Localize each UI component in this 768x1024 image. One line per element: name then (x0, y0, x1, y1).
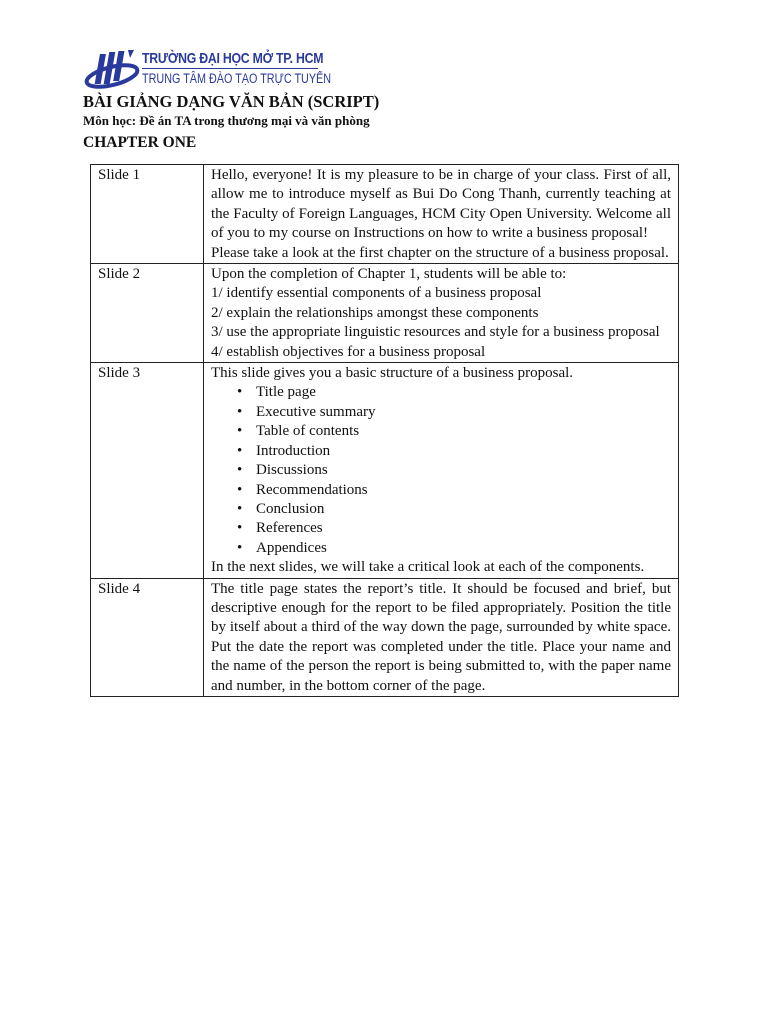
list-item (237, 500, 671, 519)
slide-label: Slide 2 (91, 264, 204, 363)
slide-paragraph: 3/ use the appropriate linguistic resources and style for a business proposal (211, 324, 660, 341)
slide-paragraph: 1/ identify essential components of a business proposal (211, 285, 542, 302)
bullet-icon: • (237, 539, 243, 556)
subject-line: Môn học: Đề án TA trong thương mại và văn phòng (83, 113, 370, 128)
list-item-label: Executive summary (256, 403, 376, 420)
list-item-label: Conclusion (256, 500, 325, 517)
table-row (91, 264, 679, 363)
slide-paragraph: Upon the completion of Chapter 1, students will be able to: (211, 266, 567, 283)
table-row (91, 578, 679, 696)
bullet-icon: • (237, 462, 243, 479)
document-title: BÀI GIẢNG DẠNG VĂN BẢN (SCRIPT) (83, 92, 380, 111)
list-item (237, 403, 671, 422)
header-logo (84, 48, 332, 94)
slide-label: Slide 1 (91, 165, 204, 264)
logo-divider (142, 68, 318, 69)
bullet-icon: • (237, 500, 243, 517)
list-item (237, 422, 671, 441)
list-item (237, 481, 671, 500)
slide-content (204, 578, 679, 696)
table-row (91, 363, 679, 578)
bullet-icon: • (237, 423, 243, 440)
list-item (237, 461, 671, 480)
script-table (90, 164, 679, 697)
list-item-label: References (256, 520, 323, 537)
slide-paragraph: Hello, everyone! It is my pleasure to be in charge of your class. First of all, allow me to introduce myself as Bui Do Cong Thanh, currently teaching at the Faculty of Foreign Languages, HCM City Open University. Welcome all of you to my course on Instructions on how to write a business proposal! (211, 167, 671, 242)
list-item-label: Introduction (256, 442, 331, 459)
slide-paragraph: This slide gives you a basic structure of a business proposal. (211, 365, 574, 382)
list-item-label: Discussions (256, 462, 328, 479)
slide-content (204, 165, 679, 264)
list-item (237, 519, 671, 538)
bullet-icon: • (237, 481, 243, 498)
logo-university-name: TRƯỜNG ĐẠI HỌC MỞ TP. HCM (142, 50, 324, 67)
chapter-heading: CHAPTER ONE (83, 134, 197, 151)
slide-content (204, 363, 679, 578)
list-item-label: Recommendations (256, 481, 368, 498)
slide-content (204, 264, 679, 363)
logo-center-name: TRUNG TÂM ĐÀO TẠO TRỰC TUYẾN (142, 71, 332, 86)
bullet-icon: • (237, 384, 243, 401)
university-logo-icon (84, 48, 142, 94)
slide-label: Slide 4 (91, 578, 204, 696)
bullet-icon: • (237, 442, 243, 459)
table-row (91, 165, 679, 264)
list-item-label: Title page (256, 384, 316, 401)
bullet-icon: • (237, 403, 243, 420)
slide-paragraph: 4/ establish objectives for a business proposal (211, 343, 486, 360)
slide-paragraph: 2/ explain the relationships amongst these components (211, 304, 539, 321)
slide-label: Slide 3 (91, 363, 204, 578)
bullet-icon: • (237, 520, 243, 537)
slide-paragraph: Please take a look at the first chapter on the structure of a business proposal. (211, 244, 669, 261)
slide-paragraph: In the next slides, we will take a critical look at each of the components. (211, 559, 645, 576)
list-item-label: Appendices (256, 539, 327, 556)
list-item-label: Table of contents (256, 423, 360, 440)
list-item (237, 442, 671, 461)
slide-paragraph: The title page states the report’s title. It should be focused and brief, but descriptive enough for the report to be filed appropriately. Position the title by itself about a third of the way down the page, surrounded by white space. Put the date the report was completed under the title. Place your name and the name of the person the report is being submitted to, with the paper name and number, in the bottom corner of the page. (211, 580, 671, 694)
structure-list (211, 383, 671, 558)
list-item (237, 539, 671, 558)
list-item (237, 383, 671, 402)
